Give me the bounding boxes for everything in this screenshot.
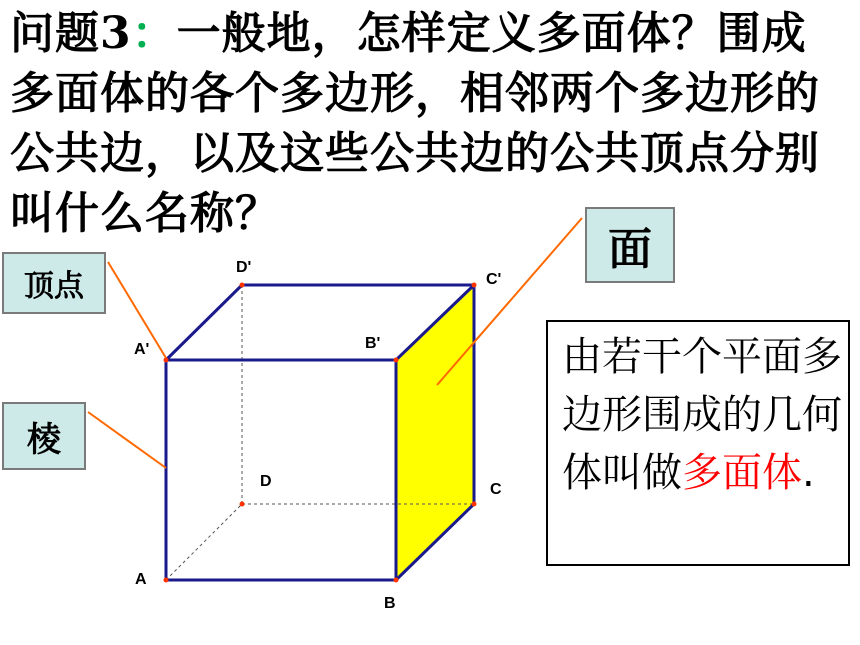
vertex-label-c: C <box>490 481 502 498</box>
definition-text: 由若干个平面多边形围成的几何体叫做 <box>562 334 842 496</box>
vertex-dot-c1 <box>472 283 477 288</box>
pointer-edge <box>88 412 166 468</box>
vertex-dot-d1 <box>240 283 245 288</box>
edge-a1d1 <box>166 285 242 360</box>
vertex-dot-d <box>240 502 245 507</box>
label-vertex: 顶点 <box>2 252 106 314</box>
definition-end: . <box>802 450 815 496</box>
definition-box <box>546 320 850 566</box>
definition-highlight: 多面体 <box>682 450 802 496</box>
vertex-label-a: A <box>135 571 147 588</box>
label-face: 面 <box>585 207 675 283</box>
edge-hidden-ad <box>166 504 242 580</box>
vertex-label-d1: D' <box>236 259 252 276</box>
label-edge: 棱 <box>2 402 86 470</box>
vertex-dot-b1 <box>394 358 399 363</box>
vertex-label-b: B <box>384 595 396 612</box>
vertex-label-b1: B' <box>365 335 381 352</box>
vertex-dot-a1 <box>164 358 169 363</box>
face-bcc1b1 <box>396 285 474 580</box>
vertex-label-a1: A' <box>134 341 150 358</box>
vertex-dot-b <box>394 578 399 583</box>
vertex-label-d: D <box>260 473 272 490</box>
question-colon: ： <box>131 8 177 59</box>
vertex-dot-a <box>164 578 169 583</box>
question-body: 一般地，怎样定义多面体？围成多面体的各个多边形，相邻两个多边形的公共边，以及这些公共边的公共顶点分别叫什么名称？ <box>10 8 820 239</box>
vertex-dot-c <box>472 502 477 507</box>
question-number: 问题3 <box>10 8 132 59</box>
vertex-label-c1: C' <box>486 271 502 288</box>
